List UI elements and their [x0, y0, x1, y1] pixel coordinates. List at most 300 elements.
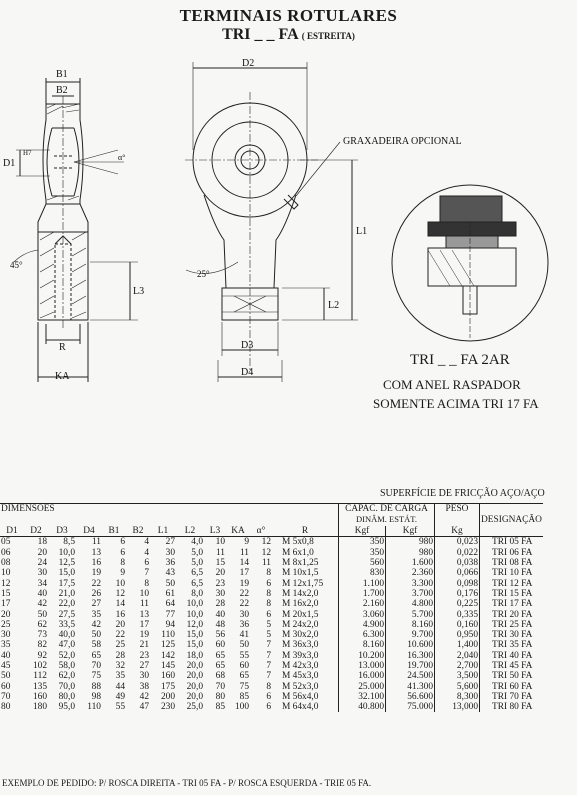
header-load-line-1: CAPAC. DE CARGA	[345, 504, 428, 514]
table-cell: M 10x1,5	[282, 568, 319, 579]
label-d2: D2	[242, 58, 255, 69]
table-cell: 5,0	[191, 547, 203, 558]
table-cell: 42	[37, 599, 47, 610]
column-header: D4	[83, 526, 95, 537]
table-cell: 20	[215, 568, 225, 579]
table-row	[0, 692, 543, 702]
table-cell: 48	[215, 619, 225, 630]
table-cell: 36	[165, 558, 175, 569]
table-cell: TRI 05 FA	[480, 537, 543, 548]
table-cell: 98	[91, 691, 101, 702]
table-cell: M 12x1,75	[282, 578, 324, 589]
table-cell: 10.200	[339, 651, 386, 661]
table-cell: 25	[115, 640, 125, 651]
table-cell: 8	[120, 558, 125, 569]
table-cell: 85	[215, 702, 225, 713]
table-cell: 32	[115, 661, 125, 671]
table-cell: 1.100	[339, 578, 386, 588]
table-cell: 12,0	[186, 619, 203, 630]
table-cell: 11	[139, 599, 149, 610]
table-cell: 27	[165, 537, 175, 548]
table-cell: 0,225	[435, 599, 480, 609]
table-cell: M 39x3,0	[282, 650, 319, 661]
table-cell: 30	[239, 609, 249, 620]
table-cell: TRI 60 FA	[480, 681, 543, 691]
table-cell: 41.300	[386, 681, 435, 691]
table-row	[0, 620, 543, 630]
column-header: B2	[132, 526, 144, 537]
subtitle-main: TRI _ _ FA	[222, 26, 298, 43]
table-cell: 64	[165, 599, 175, 610]
table-cell: 8,300	[435, 692, 480, 702]
table-cell: 65	[239, 671, 249, 682]
header-dimensions: DIMENSÕES	[1, 504, 55, 514]
table-cell: M 20x1,5	[282, 609, 319, 620]
table-cell: 60	[1, 681, 11, 692]
table-cell: 980	[386, 537, 435, 548]
table-cell: M 6x1,0	[282, 547, 314, 558]
table-cell: 2,700	[435, 661, 480, 671]
table-cell: TRI 10 FA	[480, 568, 543, 578]
table-cell: 8,0	[191, 588, 203, 599]
table-cell: 6,5	[191, 578, 203, 589]
table-cell: 3,500	[435, 671, 480, 681]
table-cell: 94	[165, 619, 175, 630]
label-r: R	[59, 342, 66, 353]
table-cell: 18,0	[186, 650, 203, 661]
table-cell: 15	[1, 588, 11, 599]
table-cell: 17	[139, 619, 149, 630]
header-load-line-2: DINÂM. ESTÁT.	[356, 514, 417, 524]
table-cell: 61	[165, 588, 175, 599]
table-cell: 30	[215, 588, 225, 599]
table-cell: 18	[37, 537, 47, 548]
table-cell: 24.500	[386, 671, 435, 681]
table-cell: 80,0	[58, 691, 75, 702]
table-cell: 55	[239, 650, 249, 661]
table-cell: 23	[139, 650, 149, 661]
table-row	[0, 671, 543, 681]
table-cell: 10	[115, 578, 125, 589]
table-cell: 0,066	[435, 568, 480, 578]
table-cell: 42	[91, 619, 101, 630]
table-cell: 65	[91, 650, 101, 661]
table-cell: 30	[1, 630, 11, 641]
table-cell: 80	[1, 702, 11, 713]
label-l3: L3	[133, 286, 145, 297]
table-cell: 15,0	[58, 568, 75, 579]
table-cell: 5	[266, 630, 271, 641]
table-cell: 0,023	[435, 537, 480, 548]
table-cell: 27,5	[58, 609, 75, 620]
table-cell: 5	[266, 619, 271, 630]
table-cell: 30	[165, 547, 175, 558]
table-cell: 135	[32, 681, 47, 692]
table-cell: M 24x2,0	[282, 619, 319, 630]
table-cell: TRI 06 FA	[480, 548, 543, 558]
table-cell: 1.700	[339, 589, 386, 599]
column-header: D1	[6, 526, 18, 537]
table-cell: 42	[139, 691, 149, 702]
table-row	[0, 681, 543, 691]
table-cell: 17	[239, 568, 249, 579]
table-cell: 14	[115, 599, 125, 610]
table-cell: 0,950	[435, 630, 480, 640]
table-cell: 1,400	[435, 640, 480, 650]
table-cell: 47,0	[58, 640, 75, 651]
table-cell: 160	[160, 671, 175, 682]
table-cell: 40,0	[58, 630, 75, 641]
table-row	[0, 702, 543, 712]
table-cell: 16	[115, 609, 125, 620]
table-cell: 8	[266, 599, 271, 610]
table-cell: 82	[37, 640, 47, 651]
table-cell: 180	[32, 702, 47, 713]
table-cell: 17	[1, 599, 11, 610]
table-cell: 11	[239, 547, 249, 558]
table-cell: 27	[91, 599, 101, 610]
column-header: L1	[157, 526, 169, 537]
label-l2: L2	[328, 300, 340, 311]
table-cell: 45	[1, 661, 11, 671]
column-header: R	[301, 526, 309, 537]
table-cell: 19	[91, 568, 101, 579]
table-cell: 40	[215, 609, 225, 620]
label-grease-nipple: GRAXADEIRA OPCIONAL	[343, 136, 462, 147]
table-cell: 30	[139, 671, 149, 682]
table-cell: 0,022	[435, 548, 480, 558]
table-cell: 68	[215, 671, 225, 682]
table-cell: 36	[239, 619, 249, 630]
table-cell: 20	[37, 547, 47, 558]
side-view-drawing	[14, 78, 138, 382]
table-cell: 8.160	[386, 620, 435, 630]
table-row	[0, 630, 543, 640]
table-row	[0, 609, 543, 619]
table-cell: 10	[139, 588, 149, 599]
table-cell: 20,0	[186, 671, 203, 682]
table-cell: 26	[91, 588, 101, 599]
column-header: α°	[256, 526, 266, 537]
table-cell: 6	[120, 547, 125, 558]
table-cell: 50	[91, 630, 101, 641]
table-cell: 20	[1, 609, 11, 620]
table-cell: 17,5	[58, 578, 75, 589]
table-cell: 52,0	[58, 650, 75, 661]
table-cell: 15	[215, 558, 225, 569]
table-cell: TRI 25 FA	[480, 620, 543, 630]
table-cell: 8	[266, 568, 271, 579]
table-cell: TRI 12 FA	[480, 578, 543, 588]
header-weight: PESO	[435, 504, 480, 527]
table-cell: 2.360	[386, 568, 435, 578]
table-cell: 8,5	[63, 537, 75, 548]
table-cell: TRI 20 FA	[480, 609, 543, 619]
table-cell: 0,038	[435, 558, 480, 568]
order-example-footer: EXEMPLO DE PEDIDO: P/ ROSCA DIREITA - TRI 05 FA - P/ ROSCA ESQUERDA - TRIE 05 FA.	[2, 778, 372, 788]
table-cell: 3.700	[386, 589, 435, 599]
variant-feature-2: SOMENTE ACIMA TRI 17 FA	[373, 396, 539, 411]
table-cell: 200	[160, 691, 175, 702]
table-cell: 19	[139, 630, 149, 641]
table-cell: 6	[120, 537, 125, 548]
table-cell: M 42x3,0	[282, 661, 319, 671]
table-cell: 49	[115, 691, 125, 702]
table-cell: 10	[215, 537, 225, 548]
table-cell: 58,0	[58, 661, 75, 671]
table-cell: 38	[139, 681, 149, 692]
table-cell: 980	[386, 548, 435, 558]
table-cell: 80	[215, 691, 225, 702]
table-cell: 12	[115, 588, 125, 599]
table-cell: 13.000	[339, 661, 386, 671]
table-cell: 7	[266, 640, 271, 651]
table-cell: 3.300	[386, 578, 435, 588]
table-cell: 75.000	[386, 702, 435, 712]
table-cell: 22	[239, 599, 249, 610]
label-l1: L1	[356, 226, 368, 237]
table-cell: 24	[37, 558, 47, 569]
label-b2: B2	[56, 85, 68, 96]
table-cell: 0,160	[435, 620, 480, 630]
table-cell: 160	[32, 691, 47, 702]
table-cell: 92	[37, 650, 47, 661]
table-cell: 70	[1, 691, 11, 702]
table-cell: 10	[1, 568, 11, 579]
table-cell: TRI 08 FA	[480, 558, 543, 568]
table-cell: 30	[37, 568, 47, 579]
table-cell: 6	[266, 609, 271, 620]
table-cell: 21	[139, 640, 149, 651]
table-cell: TRI 40 FA	[480, 651, 543, 661]
table-cell: 0,098	[435, 578, 480, 588]
table-cell: 6	[266, 691, 271, 702]
subtitle-note: ( ESTREITA)	[301, 31, 355, 41]
column-header: Kgf	[339, 526, 386, 537]
table-cell: 8	[266, 588, 271, 599]
table-cell: TRI 80 FA	[480, 702, 543, 712]
table-cell: 10,0	[186, 599, 203, 610]
table-cell: 22	[91, 578, 101, 589]
table-cell: 70	[91, 661, 101, 671]
table-cell: 5,600	[435, 681, 480, 691]
table-row	[0, 661, 543, 671]
table-cell: 175	[160, 681, 175, 692]
table-cell: 15,0	[186, 640, 203, 651]
table-cell: 2,040	[435, 651, 480, 661]
table-cell: 70,0	[58, 681, 75, 692]
table-cell: 830	[339, 568, 386, 578]
table-cell: 35	[1, 640, 11, 651]
table-cell: 60	[215, 640, 225, 651]
table-cell: 06	[1, 547, 11, 558]
table-cell: 142	[160, 650, 175, 661]
table-cell: 95,0	[58, 702, 75, 713]
table-cell: 25,0	[186, 702, 203, 713]
table-cell: 19.700	[386, 661, 435, 671]
page-title: TERMINAIS ROTULARES	[179, 6, 398, 25]
table-cell: 43	[165, 568, 175, 579]
label-45-deg: 45°	[10, 260, 23, 270]
table-cell: 08	[1, 558, 11, 569]
header-designation: DESIGNAÇÃO	[480, 504, 543, 537]
table-cell: 8	[266, 681, 271, 692]
column-header: D3	[56, 526, 68, 537]
table-cell: 10,0	[58, 547, 75, 558]
table-cell: 14	[239, 558, 249, 569]
table-row	[0, 548, 543, 558]
table-cell: 22	[239, 588, 249, 599]
table-cell: 21,0	[58, 588, 75, 599]
table-row	[0, 568, 543, 578]
table-cell: 20,0	[186, 681, 203, 692]
table-cell: 4,0	[191, 537, 203, 548]
variant-feature-1: COM ANEL RASPADOR	[383, 377, 521, 392]
table-cell: 25	[1, 619, 11, 630]
table-cell: M 45x3,0	[282, 671, 319, 682]
table-cell: 7	[144, 568, 149, 579]
table-cell: 60	[239, 661, 249, 671]
table-cell: M 5x0,8	[282, 537, 314, 548]
table-cell: TRI 45 FA	[480, 661, 543, 671]
table-cell: 35	[115, 671, 125, 682]
table-cell: 6,5	[191, 568, 203, 579]
table-cell: 6	[266, 578, 271, 589]
table-cell: 22	[115, 630, 125, 641]
table-cell: 5,0	[191, 558, 203, 569]
table-cell: 6	[144, 558, 149, 569]
table-cell: 50	[165, 578, 175, 589]
table-cell: 33,5	[58, 619, 75, 630]
table-cell: 19	[239, 578, 249, 589]
table-cell: 11	[91, 537, 101, 548]
table-cell: 73	[37, 630, 47, 641]
table-cell: 55	[115, 702, 125, 713]
table-cell: 62,0	[58, 671, 75, 682]
table-cell: 7	[266, 671, 271, 682]
table-cell: 16	[91, 558, 101, 569]
table-cell: 2.160	[339, 599, 386, 609]
table-cell: 62	[37, 619, 47, 630]
table-cell: 12	[261, 547, 271, 558]
table-cell: 88	[91, 681, 101, 692]
table-cell: TRI 50 FA	[480, 671, 543, 681]
table-cell: 4	[144, 547, 149, 558]
table-cell: 6.300	[339, 630, 386, 640]
table-cell: 77	[165, 609, 175, 620]
table-row	[0, 558, 543, 568]
table-cell: M 30x2,0	[282, 630, 319, 641]
column-header: L2	[184, 526, 196, 537]
table-row	[0, 589, 543, 599]
column-header: Kgf	[386, 526, 435, 537]
header-load-capacity	[339, 504, 435, 527]
table-cell: 9	[244, 537, 249, 548]
table-cell: 10,0	[186, 609, 203, 620]
table-cell: 44	[115, 681, 125, 692]
table-cell: 13,000	[435, 702, 480, 712]
table-cell: 56	[215, 630, 225, 641]
table-cell: 100	[234, 702, 249, 713]
table-cell: TRI 70 FA	[480, 692, 543, 702]
table-cell: 125	[160, 640, 175, 651]
column-header: D2	[30, 526, 42, 537]
table-cell: 11	[215, 547, 225, 558]
table-cell: 16.300	[386, 651, 435, 661]
table-cell: TRI 35 FA	[480, 640, 543, 650]
table-cell: 13	[139, 609, 149, 620]
table-cell: 110	[161, 630, 175, 641]
table-row	[0, 640, 543, 650]
table-cell: TRI 30 FA	[480, 630, 543, 640]
table-cell: 13	[91, 547, 101, 558]
table-cell: M 52x3,0	[282, 681, 319, 692]
table-cell: 7	[266, 650, 271, 661]
table-cell: 0,335	[435, 609, 480, 619]
table-cell: 16.000	[339, 671, 386, 681]
table-cell: M 64x4,0	[282, 702, 319, 713]
table-cell: 27	[139, 661, 149, 671]
table-cell: 35	[91, 609, 101, 620]
table-cell: 8	[144, 578, 149, 589]
label-25-deg: 25°	[197, 269, 210, 279]
column-header: KA	[231, 526, 245, 537]
table-row	[0, 599, 543, 609]
table-cell: 12	[261, 537, 271, 548]
table-cell: 50	[37, 609, 47, 620]
table-cell: 70	[215, 681, 225, 692]
dimensions-table	[0, 503, 543, 712]
table-cell: 9	[120, 568, 125, 579]
label-d3: D3	[241, 340, 254, 351]
table-cell: 102	[32, 661, 47, 671]
table-row	[0, 578, 543, 588]
table-cell: 6	[266, 702, 271, 713]
table-cell: 9.700	[386, 630, 435, 640]
table-cell: 25.000	[339, 681, 386, 691]
table-cell: M 36x3,0	[282, 640, 319, 651]
table-cell: 56.600	[386, 692, 435, 702]
table-cell: 75	[91, 671, 101, 682]
column-header: L3	[209, 526, 221, 537]
variant-title: TRI _ _ FA 2AR	[410, 352, 510, 368]
table-cell: 145	[160, 661, 175, 671]
surface-note: SUPERFÍCIE DE FRICÇÃO AÇO/AÇO	[380, 488, 545, 499]
table-cell: 40	[37, 588, 47, 599]
front-view-drawing	[185, 62, 358, 382]
label-h7: H7	[23, 149, 32, 157]
table-cell: M 8x1,25	[282, 558, 319, 569]
table-cell: 4.900	[339, 620, 386, 630]
table-cell: 41	[239, 630, 249, 641]
table-cell: 3.060	[339, 609, 386, 619]
table-cell: 20,0	[186, 661, 203, 671]
table-cell: 85	[239, 691, 249, 702]
table-cell: 350	[339, 537, 386, 548]
table-cell: 1.600	[386, 558, 435, 568]
table-cell: 10.600	[386, 640, 435, 650]
table-row	[0, 537, 543, 548]
table-cell: 4.800	[386, 599, 435, 609]
table-cell: 4	[144, 537, 149, 548]
table-cell: 28	[115, 650, 125, 661]
table-cell: 5.700	[386, 609, 435, 619]
table-cell: 11	[261, 558, 271, 569]
table-cell: 65	[215, 650, 225, 661]
label-ka: KA	[55, 371, 70, 382]
table-cell: TRI 15 FA	[480, 589, 543, 599]
table-cell: 28	[215, 599, 225, 610]
